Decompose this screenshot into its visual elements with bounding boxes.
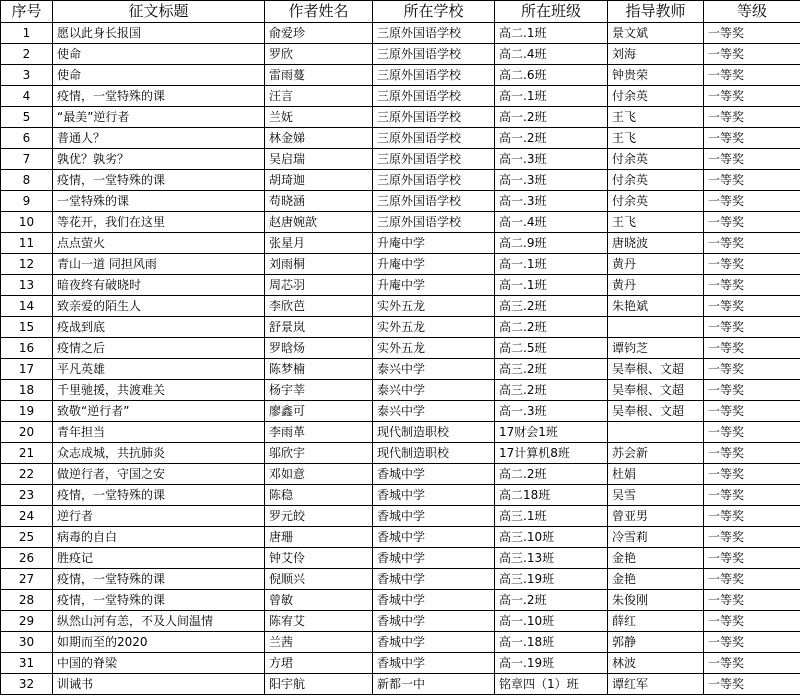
cell-author: 舒景岚 (265, 317, 373, 338)
cell-title: 做逆行者，守国之安 (53, 464, 265, 485)
cell-level: 一等奖 (704, 233, 800, 254)
cell-teacher: 郭静 (608, 632, 704, 653)
cell-title: 病毒的自白 (53, 527, 265, 548)
cell-teacher: 杜娟 (608, 464, 704, 485)
table-row (1, 506, 800, 527)
cell-index: 11 (1, 233, 53, 254)
header-author: 作者姓名 (265, 1, 373, 23)
header-class: 所在班级 (495, 1, 608, 23)
cell-author: 曾敏 (265, 590, 373, 611)
cell-class: 高二.1班 (495, 23, 608, 44)
cell-class: 高一.2班 (495, 128, 608, 149)
cell-school: 香城中学 (373, 569, 495, 590)
cell-class: 高三.10班 (495, 527, 608, 548)
cell-school: 香城中学 (373, 485, 495, 506)
cell-class: 高二.2班 (495, 464, 608, 485)
cell-author: 陈宥艾 (265, 611, 373, 632)
cell-school: 现代制造职校 (373, 443, 495, 464)
table-body (1, 23, 800, 695)
cell-school: 香城中学 (373, 506, 495, 527)
cell-level: 一等奖 (704, 296, 800, 317)
table-row (1, 86, 800, 107)
cell-class: 高一.3班 (495, 149, 608, 170)
cell-teacher: 金艳 (608, 569, 704, 590)
table-row (1, 233, 800, 254)
cell-title: 千里驰援，共渡难关 (53, 380, 265, 401)
cell-school: 三原外国语学校 (373, 149, 495, 170)
cell-teacher: 钟贵荣 (608, 65, 704, 86)
cell-title: 平凡英雄 (53, 359, 265, 380)
cell-level: 一等奖 (704, 275, 800, 296)
cell-class: 高一.2班 (495, 107, 608, 128)
cell-title: 众志成城，共抗肺炎 (53, 443, 265, 464)
cell-teacher: 朱艳斌 (608, 296, 704, 317)
cell-level: 一等奖 (704, 653, 800, 674)
cell-index: 3 (1, 65, 53, 86)
cell-teacher: 付余英 (608, 149, 704, 170)
table-row (1, 569, 800, 590)
table-row (1, 128, 800, 149)
cell-title: 点点萤火 (53, 233, 265, 254)
cell-author: 兰妩 (265, 107, 373, 128)
cell-title: 训诫书 (53, 674, 265, 695)
cell-level: 一等奖 (704, 23, 800, 44)
cell-author: 李欣芭 (265, 296, 373, 317)
cell-class: 高三.13班 (495, 548, 608, 569)
cell-index: 6 (1, 128, 53, 149)
cell-teacher: 付余英 (608, 170, 704, 191)
cell-level: 一等奖 (704, 170, 800, 191)
cell-level: 一等奖 (704, 254, 800, 275)
cell-title: 致亲爱的陌生人 (53, 296, 265, 317)
cell-index: 28 (1, 590, 53, 611)
cell-teacher: 曾亚男 (608, 506, 704, 527)
cell-school: 三原外国语学校 (373, 86, 495, 107)
cell-index: 4 (1, 86, 53, 107)
cell-title: 青山一道 同担风雨 (53, 254, 265, 275)
cell-teacher: 王飞 (608, 212, 704, 233)
table-row (1, 170, 800, 191)
cell-teacher: 王飞 (608, 128, 704, 149)
cell-title: 青年担当 (53, 422, 265, 443)
table-row (1, 275, 800, 296)
cell-title: 使命 (53, 44, 265, 65)
cell-author: 俞爱珍 (265, 23, 373, 44)
cell-level: 一等奖 (704, 506, 800, 527)
cell-author: 兰茜 (265, 632, 373, 653)
cell-title: 如期而至的2020 (53, 632, 265, 653)
cell-class: 高二.6班 (495, 65, 608, 86)
cell-class: 高三.19班 (495, 569, 608, 590)
cell-teacher: 刘海 (608, 44, 704, 65)
cell-title: 逆行者 (53, 506, 265, 527)
table-row (1, 254, 800, 275)
cell-level: 一等奖 (704, 590, 800, 611)
cell-title: 纵然山河有恙，不及人间温情 (53, 611, 265, 632)
header-title: 征文标题 (53, 1, 265, 23)
cell-title: 疫情，一堂特殊的课 (53, 590, 265, 611)
cell-index: 7 (1, 149, 53, 170)
cell-school: 香城中学 (373, 653, 495, 674)
cell-title: 愿以此身长报国 (53, 23, 265, 44)
cell-index: 22 (1, 464, 53, 485)
cell-author: 陈稳 (265, 485, 373, 506)
table-row (1, 611, 800, 632)
cell-teacher: 王飞 (608, 107, 704, 128)
cell-class: 高二.4班 (495, 44, 608, 65)
cell-index: 26 (1, 548, 53, 569)
cell-index: 25 (1, 527, 53, 548)
cell-level: 一等奖 (704, 128, 800, 149)
table-row (1, 44, 800, 65)
cell-author: 李雨革 (265, 422, 373, 443)
cell-index: 20 (1, 422, 53, 443)
cell-level: 一等奖 (704, 401, 800, 422)
cell-level: 一等奖 (704, 422, 800, 443)
table-row (1, 443, 800, 464)
table-row (1, 338, 800, 359)
table-row (1, 23, 800, 44)
cell-school: 香城中学 (373, 590, 495, 611)
table-row (1, 317, 800, 338)
cell-author: 张星月 (265, 233, 373, 254)
cell-author: 陈梦楠 (265, 359, 373, 380)
cell-school: 香城中学 (373, 611, 495, 632)
cell-teacher: 金艳 (608, 548, 704, 569)
cell-class: 高二.2班 (495, 317, 608, 338)
cell-school: 香城中学 (373, 527, 495, 548)
cell-school: 三原外国语学校 (373, 128, 495, 149)
cell-author: 钟艾伶 (265, 548, 373, 569)
cell-school: 新都一中 (373, 674, 495, 695)
cell-class: 高一.1班 (495, 86, 608, 107)
cell-class: 高一.19班 (495, 653, 608, 674)
cell-school: 升庵中学 (373, 233, 495, 254)
cell-school: 香城中学 (373, 464, 495, 485)
cell-title: 中国的脊梁 (53, 653, 265, 674)
cell-school: 升庵中学 (373, 275, 495, 296)
cell-school: 现代制造职校 (373, 422, 495, 443)
cell-teacher (608, 422, 704, 443)
cell-teacher: 吴雪 (608, 485, 704, 506)
cell-school: 香城中学 (373, 548, 495, 569)
cell-level: 一等奖 (704, 107, 800, 128)
cell-title: 胜疫记 (53, 548, 265, 569)
cell-title: 疫情之后 (53, 338, 265, 359)
cell-class: 高一.1班 (495, 275, 608, 296)
cell-class: 高一.10班 (495, 611, 608, 632)
table-row (1, 401, 800, 422)
table-row (1, 296, 800, 317)
cell-teacher: 付余英 (608, 86, 704, 107)
cell-author: 罗晗炀 (265, 338, 373, 359)
cell-title: 致敬“逆行者” (53, 401, 265, 422)
cell-class: 高三.2班 (495, 380, 608, 401)
table-row (1, 359, 800, 380)
cell-class: 17财会1班 (495, 422, 608, 443)
cell-author: 雷雨蔓 (265, 65, 373, 86)
cell-index: 29 (1, 611, 53, 632)
cell-school: 三原外国语学校 (373, 65, 495, 86)
cell-index: 18 (1, 380, 53, 401)
table-row (1, 212, 800, 233)
table-row (1, 485, 800, 506)
cell-level: 一等奖 (704, 674, 800, 695)
table-row (1, 548, 800, 569)
cell-level: 一等奖 (704, 338, 800, 359)
cell-class: 17计算机8班 (495, 443, 608, 464)
cell-school: 泰兴中学 (373, 401, 495, 422)
cell-level: 一等奖 (704, 359, 800, 380)
table-row (1, 107, 800, 128)
cell-class: 高一.2班 (495, 590, 608, 611)
cell-class: 高三.2班 (495, 296, 608, 317)
cell-school: 三原外国语学校 (373, 44, 495, 65)
cell-title: 普通人？ (53, 128, 265, 149)
cell-level: 一等奖 (704, 317, 800, 338)
cell-teacher: 苏会新 (608, 443, 704, 464)
cell-index: 2 (1, 44, 53, 65)
cell-school: 香城中学 (373, 632, 495, 653)
cell-teacher: 冷雪莉 (608, 527, 704, 548)
cell-school: 实外五龙 (373, 296, 495, 317)
table-row (1, 191, 800, 212)
table-row (1, 65, 800, 86)
cell-level: 一等奖 (704, 485, 800, 506)
cell-index: 13 (1, 275, 53, 296)
cell-title: 等花开，我们在这里 (53, 212, 265, 233)
cell-level: 一等奖 (704, 611, 800, 632)
cell-index: 27 (1, 569, 53, 590)
cell-teacher: 吴奉根、文超 (608, 380, 704, 401)
table-row (1, 464, 800, 485)
cell-teacher: 朱俊刚 (608, 590, 704, 611)
cell-index: 30 (1, 632, 53, 653)
cell-index: 10 (1, 212, 53, 233)
cell-level: 一等奖 (704, 212, 800, 233)
cell-author: 杨宇莘 (265, 380, 373, 401)
cell-class: 高一.4班 (495, 212, 608, 233)
header-row (1, 1, 800, 23)
cell-teacher: 薛红 (608, 611, 704, 632)
header-teacher: 指导教师 (608, 1, 704, 23)
cell-index: 14 (1, 296, 53, 317)
cell-teacher: 唐晓波 (608, 233, 704, 254)
cell-teacher: 林波 (608, 653, 704, 674)
cell-teacher (608, 317, 704, 338)
cell-teacher: 谭红军 (608, 674, 704, 695)
table-row (1, 653, 800, 674)
cell-author: 赵唐婉歆 (265, 212, 373, 233)
cell-author: 方珺 (265, 653, 373, 674)
cell-class: 高一.3班 (495, 170, 608, 191)
cell-author: 苟晓涵 (265, 191, 373, 212)
cell-class: 高三.2班 (495, 359, 608, 380)
cell-class: 高一.3班 (495, 191, 608, 212)
table-row (1, 380, 800, 401)
cell-index: 19 (1, 401, 53, 422)
cell-level: 一等奖 (704, 149, 800, 170)
cell-school: 三原外国语学校 (373, 23, 495, 44)
cell-level: 一等奖 (704, 527, 800, 548)
cell-author: 邓如意 (265, 464, 373, 485)
cell-teacher: 付余英 (608, 191, 704, 212)
cell-level: 一等奖 (704, 443, 800, 464)
cell-school: 泰兴中学 (373, 380, 495, 401)
cell-level: 一等奖 (704, 86, 800, 107)
cell-index: 24 (1, 506, 53, 527)
cell-author: 罗欣 (265, 44, 373, 65)
cell-index: 9 (1, 191, 53, 212)
cell-title: 疫情，一堂特殊的课 (53, 569, 265, 590)
cell-class: 高一.1班 (495, 254, 608, 275)
cell-school: 三原外国语学校 (373, 170, 495, 191)
table-row (1, 527, 800, 548)
cell-index: 1 (1, 23, 53, 44)
cell-index: 17 (1, 359, 53, 380)
cell-title: 暗夜终有破晓时 (53, 275, 265, 296)
cell-teacher: 谭钧芝 (608, 338, 704, 359)
cell-class: 高一.3班 (495, 401, 608, 422)
cell-author: 邬欣宇 (265, 443, 373, 464)
cell-index: 16 (1, 338, 53, 359)
cell-title: 疫情，一堂特殊的课 (53, 170, 265, 191)
table-row (1, 632, 800, 653)
cell-author: 胡琦迦 (265, 170, 373, 191)
cell-level: 一等奖 (704, 380, 800, 401)
cell-title: 疫战到底 (53, 317, 265, 338)
cell-author: 汪言 (265, 86, 373, 107)
cell-class: 高二18班 (495, 485, 608, 506)
cell-index: 31 (1, 653, 53, 674)
cell-index: 12 (1, 254, 53, 275)
cell-level: 一等奖 (704, 44, 800, 65)
cell-level: 一等奖 (704, 569, 800, 590)
cell-teacher: 黄丹 (608, 254, 704, 275)
cell-teacher: 景文斌 (608, 23, 704, 44)
cell-class: 高一.18班 (495, 632, 608, 653)
cell-level: 一等奖 (704, 191, 800, 212)
cell-level: 一等奖 (704, 464, 800, 485)
cell-author: 倪顺兴 (265, 569, 373, 590)
cell-level: 一等奖 (704, 65, 800, 86)
cell-author: 吴启瑞 (265, 149, 373, 170)
cell-index: 8 (1, 170, 53, 191)
table-row (1, 590, 800, 611)
cell-level: 一等奖 (704, 632, 800, 653)
cell-index: 32 (1, 674, 53, 695)
cell-title: 疫情，一堂特殊的课 (53, 485, 265, 506)
cell-author: 廖鑫可 (265, 401, 373, 422)
cell-teacher: 黄丹 (608, 275, 704, 296)
header-school: 所在学校 (373, 1, 495, 23)
header-level: 等级 (704, 1, 800, 23)
cell-index: 23 (1, 485, 53, 506)
cell-school: 三原外国语学校 (373, 107, 495, 128)
cell-school: 泰兴中学 (373, 359, 495, 380)
cell-author: 阳宇航 (265, 674, 373, 695)
cell-author: 罗元皎 (265, 506, 373, 527)
cell-author: 刘雨桐 (265, 254, 373, 275)
table-row (1, 674, 800, 695)
cell-author: 周芯羽 (265, 275, 373, 296)
header-index: 序号 (1, 1, 53, 23)
cell-school: 实外五龙 (373, 338, 495, 359)
cell-class: 高二.5班 (495, 338, 608, 359)
table-row (1, 422, 800, 443)
cell-school: 三原外国语学校 (373, 212, 495, 233)
cell-title: “最美”逆行者 (53, 107, 265, 128)
cell-index: 5 (1, 107, 53, 128)
cell-school: 实外五龙 (373, 317, 495, 338)
cell-author: 唐珊 (265, 527, 373, 548)
cell-class: 高三.1班 (495, 506, 608, 527)
cell-title: 使命 (53, 65, 265, 86)
cell-title: 一堂特殊的课 (53, 191, 265, 212)
cell-teacher: 吴奉根、文超 (608, 359, 704, 380)
cell-school: 三原外国语学校 (373, 191, 495, 212)
cell-title: 孰优？孰劣？ (53, 149, 265, 170)
cell-author: 林金娣 (265, 128, 373, 149)
cell-class: 高二.9班 (495, 233, 608, 254)
table-row (1, 149, 800, 170)
cell-index: 15 (1, 317, 53, 338)
cell-title: 疫情，一堂特殊的课 (53, 86, 265, 107)
cell-school: 升庵中学 (373, 254, 495, 275)
cell-teacher: 吴奉根、文超 (608, 401, 704, 422)
cell-level: 一等奖 (704, 548, 800, 569)
cell-class: 铭章四（1）班 (495, 674, 608, 695)
cell-index: 21 (1, 443, 53, 464)
